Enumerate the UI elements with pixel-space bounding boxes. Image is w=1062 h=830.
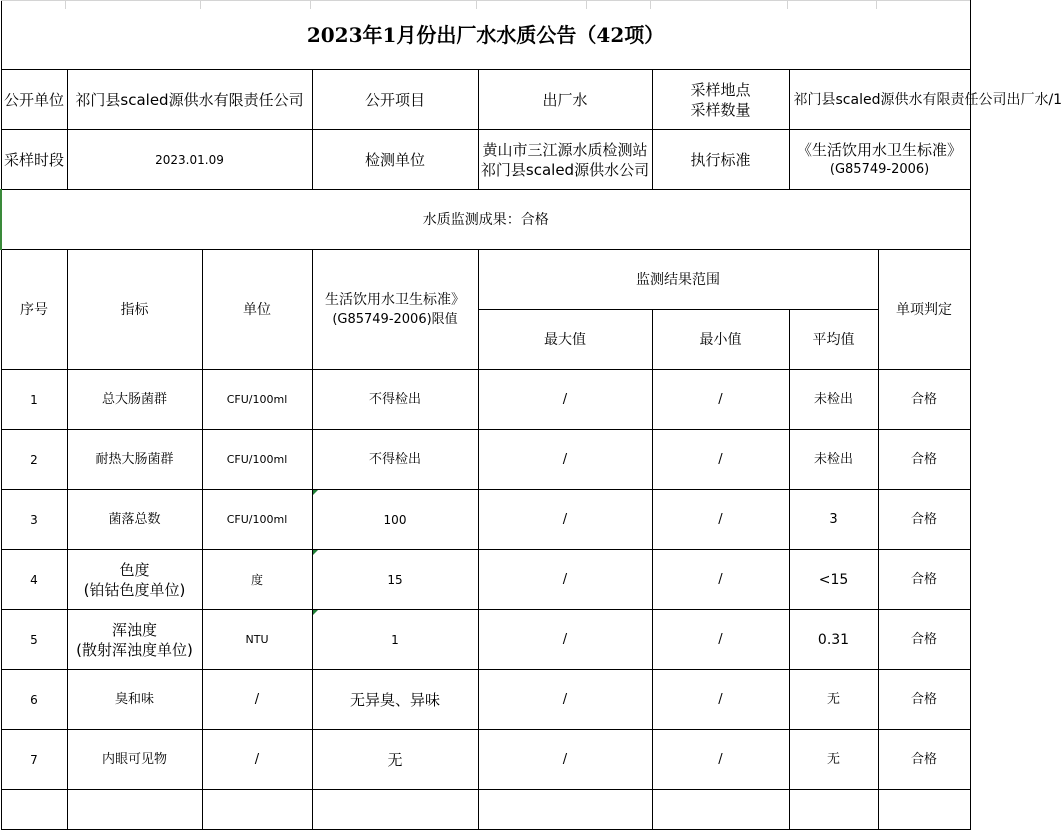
cell-empty[interactable] [67, 790, 202, 830]
cell-max[interactable]: / [478, 610, 652, 670]
disclosure-unit-value[interactable]: 祁门县scaled源供水有限责任公司 [67, 70, 312, 130]
cell-limit[interactable]: 不得检出 [312, 430, 478, 490]
cell-empty[interactable] [312, 790, 478, 830]
cell-min[interactable]: / [652, 610, 789, 670]
cell-indicator[interactable]: 总大肠菌群 [67, 370, 202, 430]
cell-min[interactable]: / [652, 370, 789, 430]
table-row [1, 550, 970, 610]
cell-min[interactable]: / [652, 670, 789, 730]
table-row [1, 430, 970, 490]
cell-avg[interactable]: 无 [789, 670, 878, 730]
cell-max[interactable]: / [478, 370, 652, 430]
header-indicator[interactable]: 指标 [67, 250, 202, 370]
cell-no[interactable]: 3 [1, 490, 67, 550]
cell-indicator-line1: 色度 [119, 560, 150, 579]
header-limit-line2: (G85749-2006)限值 [332, 311, 458, 327]
cell-judgement[interactable]: 合格 [878, 730, 970, 790]
cell-min[interactable]: / [652, 730, 789, 790]
title-row [1, 1, 970, 70]
header-judgement[interactable]: 单项判定 [878, 250, 970, 370]
header-max[interactable]: 最大值 [478, 310, 652, 370]
testing-unit-label[interactable]: 检测单位 [312, 130, 478, 190]
cell-no[interactable]: 4 [1, 550, 67, 610]
cell-unit[interactable]: CFU/100ml [202, 430, 312, 490]
standard-value-line2: (G85749-2006) [829, 161, 930, 177]
cell-empty[interactable] [1, 790, 67, 830]
cell-min[interactable]: / [652, 550, 789, 610]
sampling-period-label[interactable]: 采样时段 [1, 130, 67, 190]
cell-no[interactable]: 1 [1, 370, 67, 430]
page-title[interactable]: 2023年1月份出厂水水质公告（42项） [1, 1, 970, 70]
cell-indicator-line2: (铂钴色度单位) [83, 580, 186, 599]
table-row [1, 490, 970, 550]
standard-value-line1: 《生活饮用水卫生标准》 [797, 140, 963, 159]
header-limit-line1: 生活饮用水卫生标准》 [325, 291, 465, 308]
cell-judgement[interactable]: 合格 [878, 550, 970, 610]
testing-unit-value-line1: 黄山市三江源水质检测站 [482, 140, 648, 159]
result-banner-row [1, 190, 970, 250]
cell-max[interactable]: / [478, 430, 652, 490]
cell-no[interactable]: 6 [1, 670, 67, 730]
cell-indicator[interactable] [67, 550, 202, 610]
header-range[interactable]: 监测结果范围 [478, 250, 878, 310]
cell-avg[interactable]: 0.31 [789, 610, 878, 670]
cell-avg[interactable]: 3 [789, 490, 878, 550]
table-row-partial [1, 790, 970, 830]
table-row [1, 730, 970, 790]
cell-judgement[interactable]: 合格 [878, 610, 970, 670]
standard-label[interactable]: 执行标准 [652, 130, 789, 190]
cell-indicator-line2: (散射浑浊度单位) [76, 640, 193, 659]
cell-judgement[interactable]: 合格 [878, 490, 970, 550]
cell-empty[interactable] [789, 790, 878, 830]
sampling-place-label-line2: 采样数量 [690, 100, 751, 119]
cell-unit[interactable]: / [202, 670, 312, 730]
cell-unit[interactable]: CFU/100ml [202, 370, 312, 430]
disclosure-item-label[interactable]: 公开项目 [312, 70, 478, 130]
cell-indicator[interactable]: 臭和味 [67, 670, 202, 730]
cell-limit[interactable]: 无 [312, 730, 478, 790]
cell-avg[interactable]: 未检出 [789, 430, 878, 490]
cell-avg[interactable]: 未检出 [789, 370, 878, 430]
cell-unit[interactable]: 度 [202, 550, 312, 610]
info-row-1 [1, 70, 970, 130]
testing-unit-value-line2: 祁门县scaled源供水公司 [480, 160, 650, 179]
header-unit[interactable]: 单位 [202, 250, 312, 370]
sampling-place-label[interactable] [652, 70, 789, 130]
cell-max[interactable]: / [478, 730, 652, 790]
sampling-place-label-line1: 采样地点 [690, 80, 751, 99]
cell-indicator[interactable]: 菌落总数 [67, 490, 202, 550]
cell-empty[interactable] [202, 790, 312, 830]
cell-no[interactable]: 7 [1, 730, 67, 790]
cell-avg[interactable]: 无 [789, 730, 878, 790]
disclosure-unit-label[interactable]: 公开单位 [1, 70, 67, 130]
cell-max[interactable]: / [478, 550, 652, 610]
table-row [1, 610, 970, 670]
cell-judgement[interactable]: 合格 [878, 370, 970, 430]
table-row [1, 370, 970, 430]
cell-limit[interactable]: 1 [312, 610, 478, 670]
cell-unit[interactable]: CFU/100ml [202, 490, 312, 550]
cell-limit[interactable]: 无异臭、异味 [312, 670, 478, 730]
header-avg[interactable]: 平均值 [789, 310, 878, 370]
cell-judgement[interactable]: 合格 [878, 670, 970, 730]
cell-empty[interactable] [478, 790, 652, 830]
cell-limit[interactable]: 不得检出 [312, 370, 478, 430]
result-banner[interactable]: 水质监测成果：合格 [1, 190, 970, 250]
cell-indicator-line1: 浑浊度 [111, 620, 157, 639]
cell-no[interactable]: 2 [1, 430, 67, 490]
cell-avg[interactable]: <15 [789, 550, 878, 610]
cell-indicator[interactable] [67, 610, 202, 670]
cell-limit[interactable]: 15 [312, 550, 478, 610]
standard-value[interactable] [789, 130, 970, 190]
info-row-2 [1, 130, 970, 190]
header-min[interactable]: 最小值 [652, 310, 789, 370]
cell-unit[interactable]: / [202, 730, 312, 790]
cell-max[interactable]: / [478, 670, 652, 730]
header-limit[interactable] [312, 250, 478, 370]
table-row [1, 670, 970, 730]
cell-max[interactable]: / [478, 490, 652, 550]
cell-no[interactable]: 5 [1, 610, 67, 670]
cell-limit[interactable]: 100 [312, 490, 478, 550]
header-row-1 [1, 250, 970, 310]
cell-min[interactable]: / [652, 430, 789, 490]
disclosure-item-value[interactable]: 出厂水 [478, 70, 652, 130]
cell-empty[interactable] [878, 790, 970, 830]
testing-unit-value[interactable] [478, 130, 652, 190]
cell-min[interactable]: / [652, 490, 789, 550]
cell-unit[interactable]: NTU [202, 610, 312, 670]
cell-indicator[interactable]: 耐热大肠菌群 [67, 430, 202, 490]
cell-indicator[interactable]: 内眼可见物 [67, 730, 202, 790]
header-no[interactable]: 序号 [1, 250, 67, 370]
sampling-place-value[interactable]: 祁门县scaled源供水有限责任公司出厂水/1 [789, 70, 970, 130]
sampling-period-value[interactable]: 2023.01.09 [67, 130, 312, 190]
cell-judgement[interactable]: 合格 [878, 430, 970, 490]
cell-empty[interactable] [652, 790, 789, 830]
